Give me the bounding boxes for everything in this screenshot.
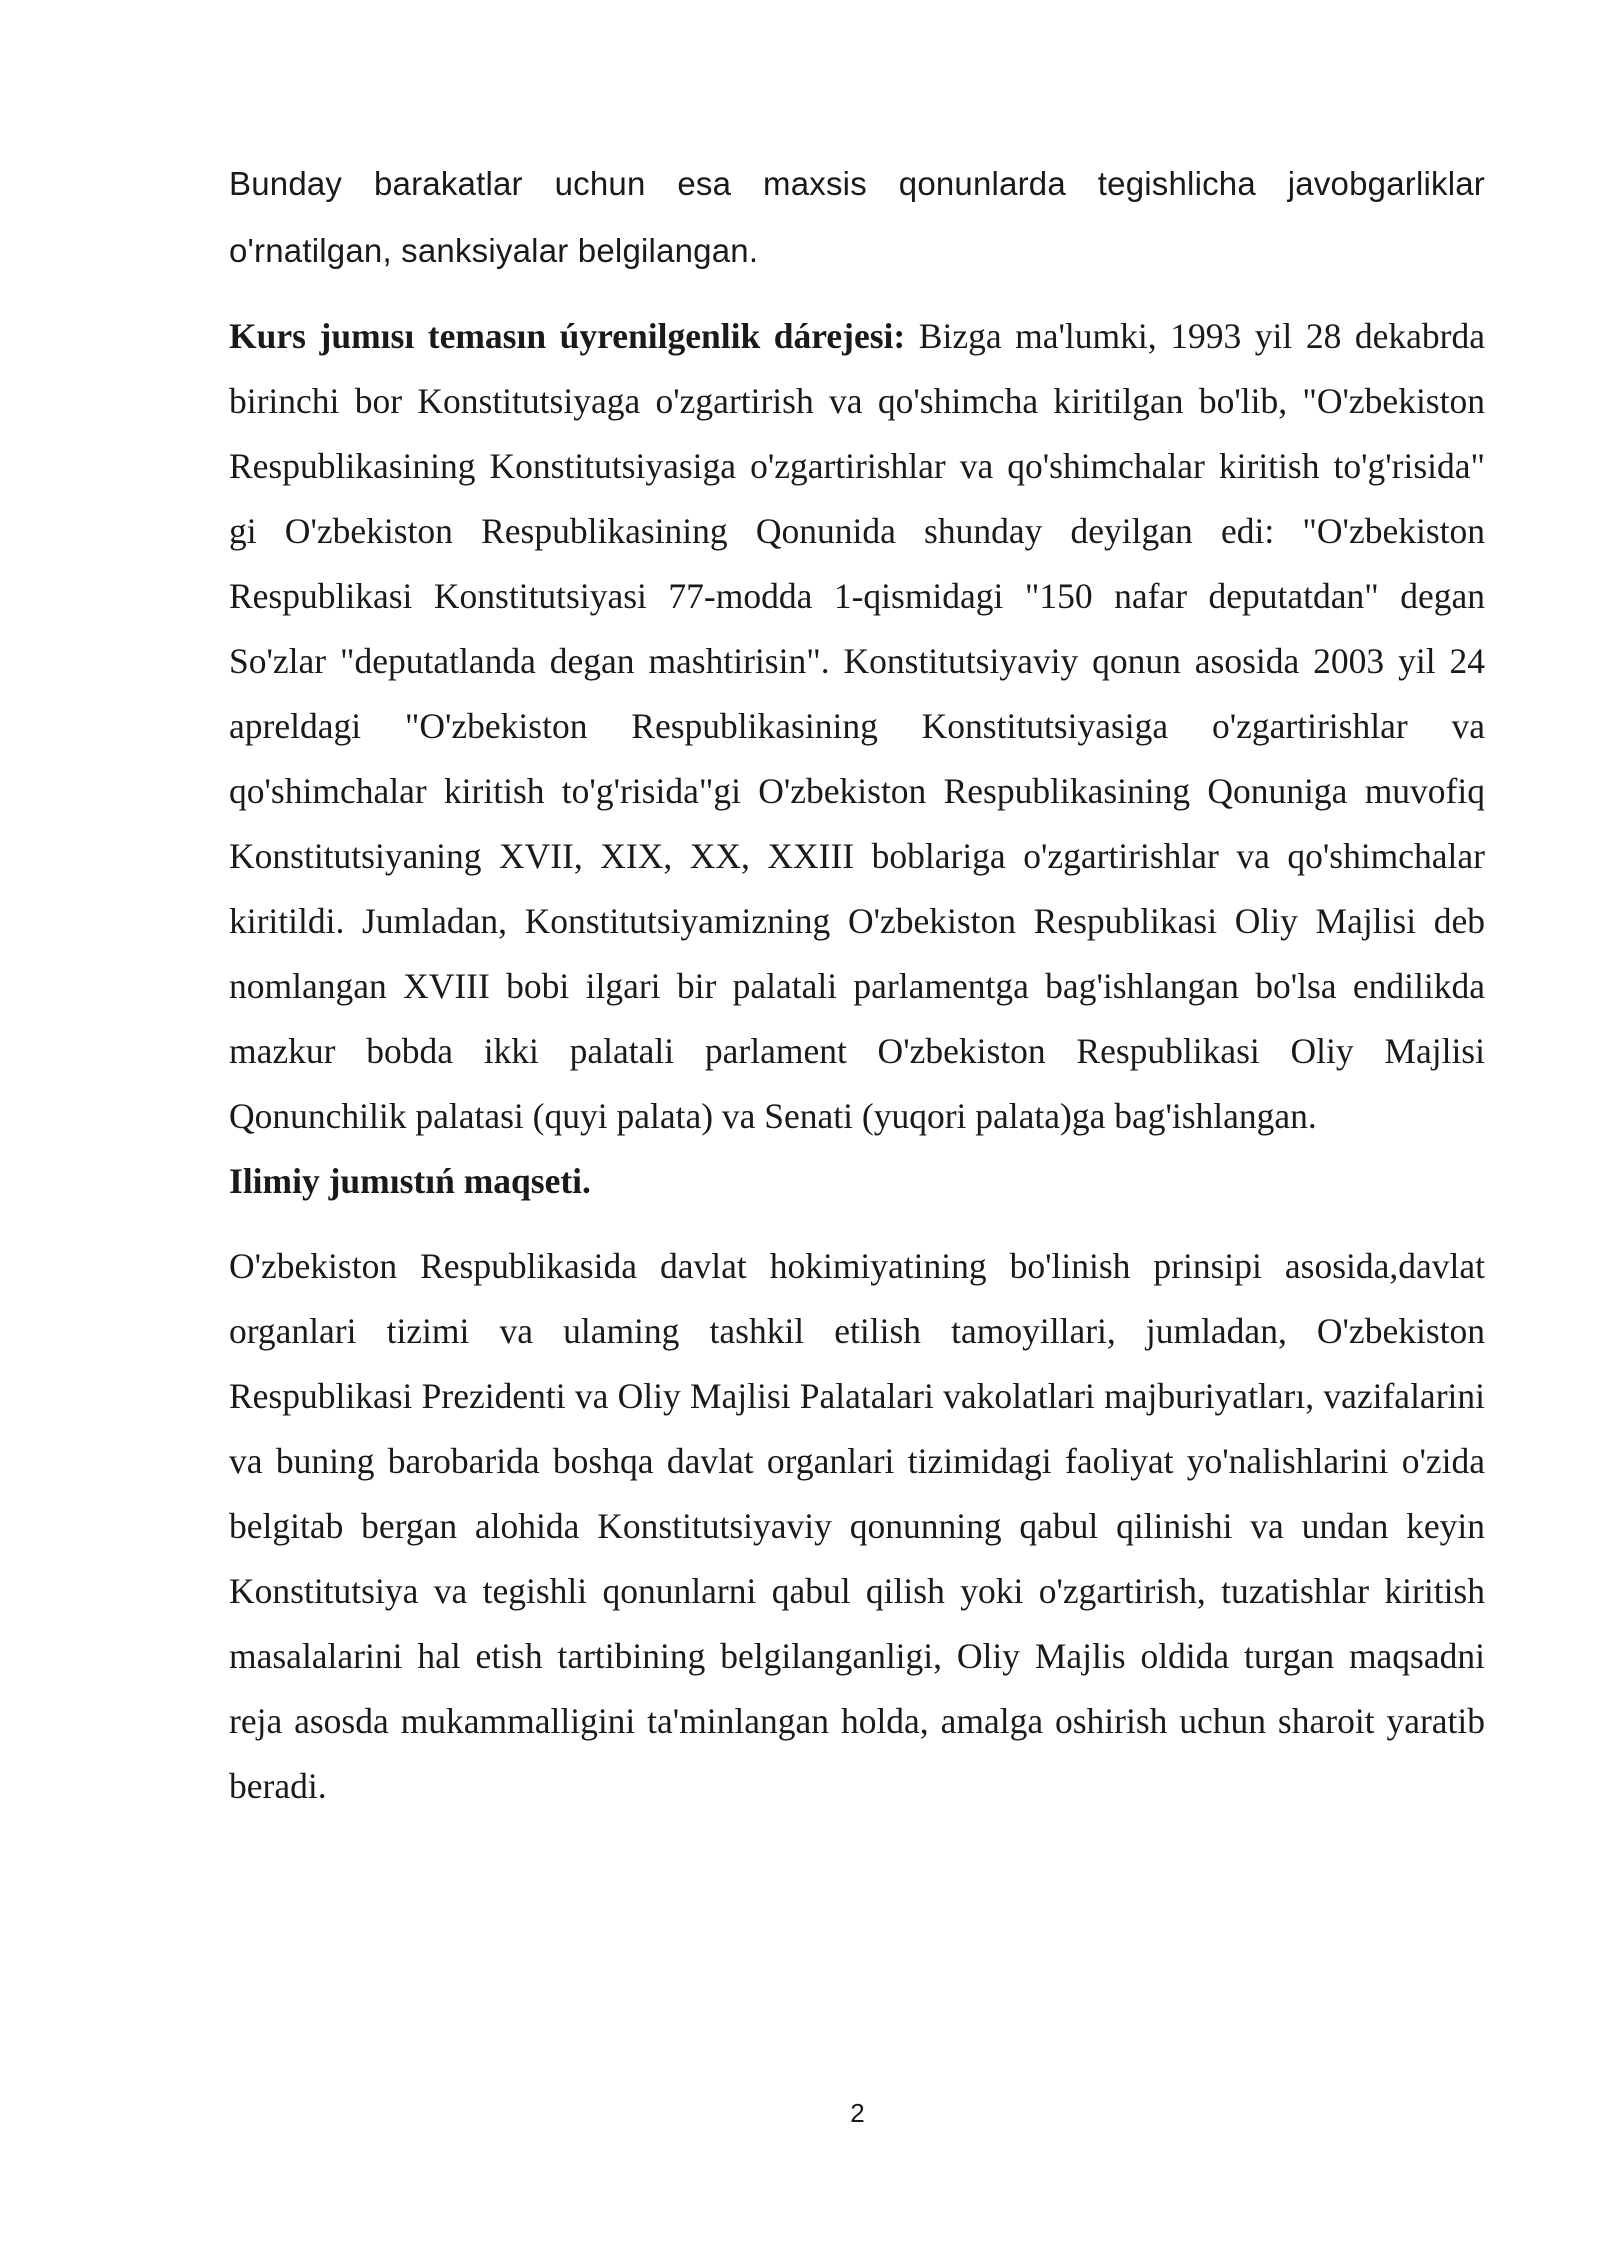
page-content <box>229 150 1485 1819</box>
goal-heading: Ilimiy jumıstıń maqseti. <box>229 1161 591 1201</box>
goal-paragraph: O'zbekiston Respublikasida davlat hokimiyatining bo'linish prinsipi asosida,davlat organlari tizimi va ulaming tashkil etilish tamoyillari, jumladan, O'zbekiston Respublikasi Prezidenti va Oliy Majlisi Palatalari vakolatlari majburiyatları, vazifalarini va buning barobarida boshqa davlat organlari tizimidagi faoliyat yo'nalishlarini o'zida belgitab bergan alohida Konstitutsiyaviy qonunning qabul qilinishi va undan keyin Konstitutsiya va tegishli qonunlarni qabul qilish yoki o'zgartirish, tuzatishlar kiritish masalalarini hal etish tartibining belgilanganligi, Oliy Majlis oldida turgan maqsadni reja asosda mukammalligini ta'minlangan holda, amalga oshirish uchun sharoit yaratib beradi. <box>229 1246 1485 1806</box>
intro-paragraph: Bunday barakatlar uchun esa maxsis qonunlarda tegishlicha javobgarliklar o'rnatilgan, sanksiyalar belgilangan. <box>229 165 1485 269</box>
page-number: 2 <box>850 2098 865 2128</box>
study-level-heading: Kurs jumısı temasın úyrenilgenlik dárejesi: <box>229 316 906 356</box>
study-level-paragraph <box>229 304 1485 1149</box>
study-level-text: Bizga ma'lumki, 1993 yil 28 dekabrda birinchi bor Konstitutsiyaga o'zgartirish va qo'shimcha kiritilgan bo'lib, "O'zbekiston Respublikasining Konstitutsiyasiga o'zgartirishlar va qo'shimchalar kiritish to'g'risida" gi O'zbekiston Respublikasining Qonunida shunday deyilgan edi: "O'zbekiston Respublikasi Konstitutsiyasi 77-modda 1-qismidagi "150 nafar deputatdan" degan So'zlar "deputatlanda degan mashtirisin". Konstitutsiyaviy qonun asosida 2003 yil 24 apreldagi "O'zbekiston Respublikasining Konstitutsiyasiga o'zgartirishlar va qo'shimchalar kiritish to'g'risida"gi O'zbekiston Respublikasining Qonuniga muvofiq Konstitutsiyaning XVII, XIX, XX, XXIII boblariga o'zgartirishlar va qo'shimchalar kiritildi. Jumladan, Konstitutsiyamizning O'zbekiston Respublikasi Oliy Majlisi deb nomlangan XVIII bobi ilgari bir palatali parlamentga bag'ishlangan bo'lsa endilikda mazkur bobda ikki palatali parlament O'zbekiston Respublikasi Oliy Majlisi Qonunchilik palatasi (quyi palata) va Senati (yuqori palata)ga bag'ishlangan. <box>229 316 1485 1136</box>
